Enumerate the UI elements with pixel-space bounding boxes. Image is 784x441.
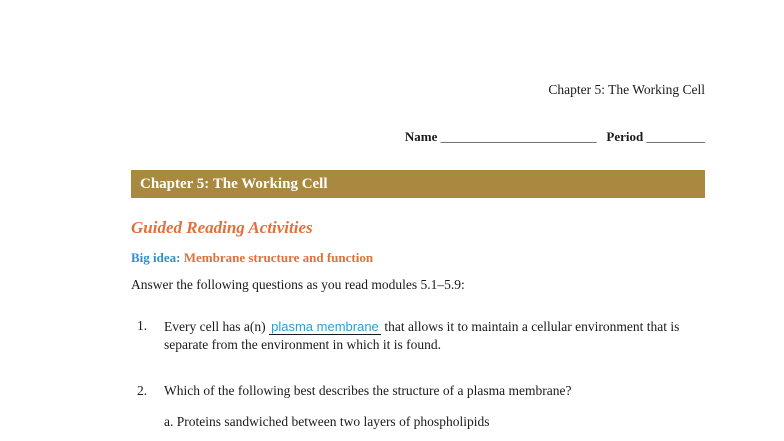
question-2-text: Which of the following best describes the structure of a plasma membrane? xyxy=(164,383,572,398)
question-1-text-before: Every cell has a(n) xyxy=(164,319,269,334)
option-a-letter: a. xyxy=(164,414,174,429)
big-idea-label: Big idea: xyxy=(131,250,181,265)
chapter-banner: Chapter 5: The Working Cell xyxy=(131,170,705,198)
section-title: Guided Reading Activities xyxy=(131,218,313,237)
question-1-text-after: that allows it to maintain a cellular environment that is separate from the environment in which it is found. xyxy=(164,319,680,352)
question-1-number: 1. xyxy=(137,318,148,333)
name-label: Name xyxy=(404,129,438,144)
running-head: Chapter 5: The Working Cell xyxy=(548,82,705,97)
period-label: Period xyxy=(606,129,644,144)
option-a-text: Proteins sandwiched between two layers of phospholipids xyxy=(176,414,490,429)
question-2-number: 2. xyxy=(137,383,148,398)
question-2-option-a[interactable] xyxy=(164,414,489,430)
period-blank[interactable]: _________ xyxy=(646,129,705,144)
name-blank[interactable]: ________________________ xyxy=(440,129,597,144)
instructions: Answer the following questions as you read modules 5.1–5.9: xyxy=(131,277,465,292)
question-1-text xyxy=(164,318,709,354)
question-1-answer-field[interactable]: plasma membrane xyxy=(269,320,381,335)
name-period-line xyxy=(405,129,705,145)
big-idea xyxy=(131,250,373,266)
big-idea-value: Membrane structure and function xyxy=(183,250,374,265)
